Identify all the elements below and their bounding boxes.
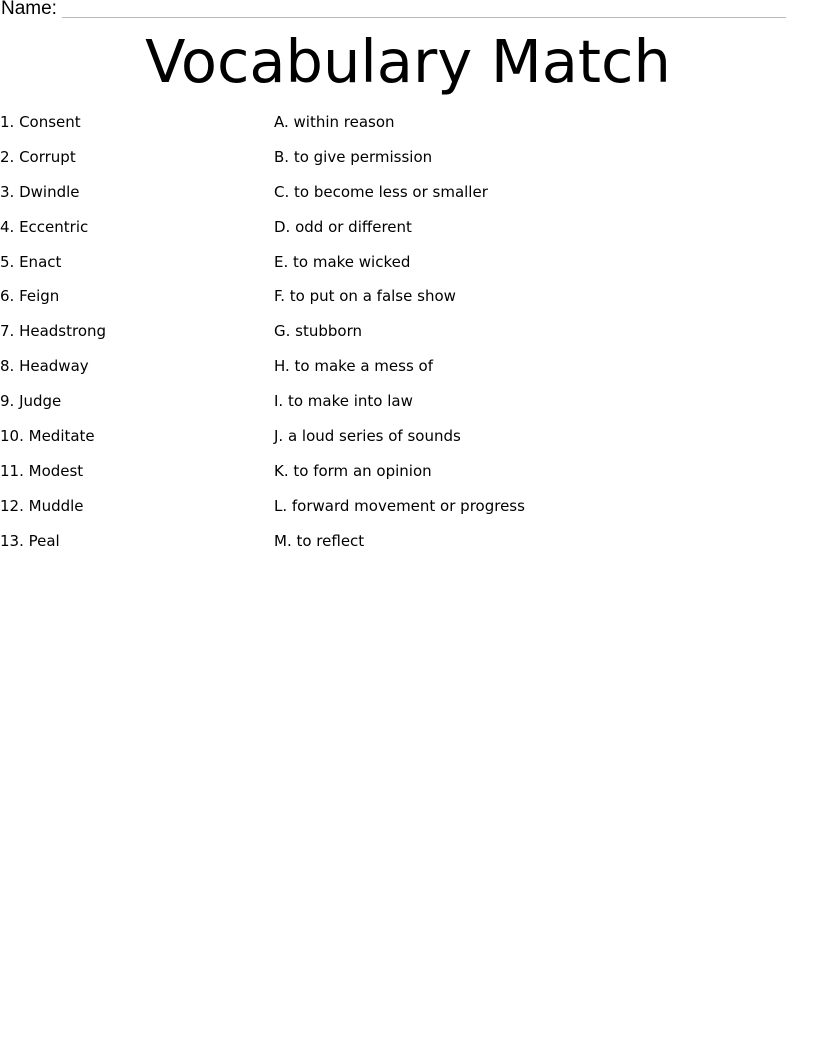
name-blank-line[interactable] xyxy=(62,17,786,18)
definitions-list xyxy=(274,112,794,566)
term-item: 9. Judge xyxy=(0,392,62,411)
definition-item: K. to form an opinion xyxy=(274,461,432,480)
term-item: 7. Headstrong xyxy=(0,322,107,341)
term-item: 6. Feign xyxy=(0,287,60,306)
definition-item: J. a loud series of sounds xyxy=(274,427,461,446)
definition-item: L. forward movement or progress xyxy=(274,496,525,515)
term-item: 8. Headway xyxy=(0,357,89,376)
term-item: 5. Enact xyxy=(0,252,62,271)
definition-item: M. to reflect xyxy=(274,531,365,550)
term-item: 11. Modest xyxy=(0,461,84,480)
name-field xyxy=(0,0,786,22)
term-item: 13. Peal xyxy=(0,531,60,550)
definition-item: F. to put on a false show xyxy=(274,287,456,306)
worksheet-title: Vocabulary Match xyxy=(145,27,671,96)
definition-item: B. to give permission xyxy=(274,147,433,166)
term-item: 12. Muddle xyxy=(0,496,84,515)
definition-item: H. to make a mess of xyxy=(274,357,433,376)
definition-item: E. to make wicked xyxy=(274,252,411,271)
name-label: Name: xyxy=(1,0,57,19)
term-item: 2. Corrupt xyxy=(0,147,76,166)
term-item: 3. Dwindle xyxy=(0,182,80,201)
definition-item: I. to make into law xyxy=(274,392,413,411)
term-item: 4. Eccentric xyxy=(0,217,89,236)
definition-item: A. within reason xyxy=(274,113,395,131)
definition-item: D. odd or different xyxy=(274,217,412,236)
definition-item: G. stubborn xyxy=(274,322,362,341)
terms-list xyxy=(0,112,260,566)
definition-item: C. to become less or smaller xyxy=(274,182,488,201)
term-item: 1. Consent xyxy=(0,113,81,131)
term-item: 10. Meditate xyxy=(0,427,95,446)
